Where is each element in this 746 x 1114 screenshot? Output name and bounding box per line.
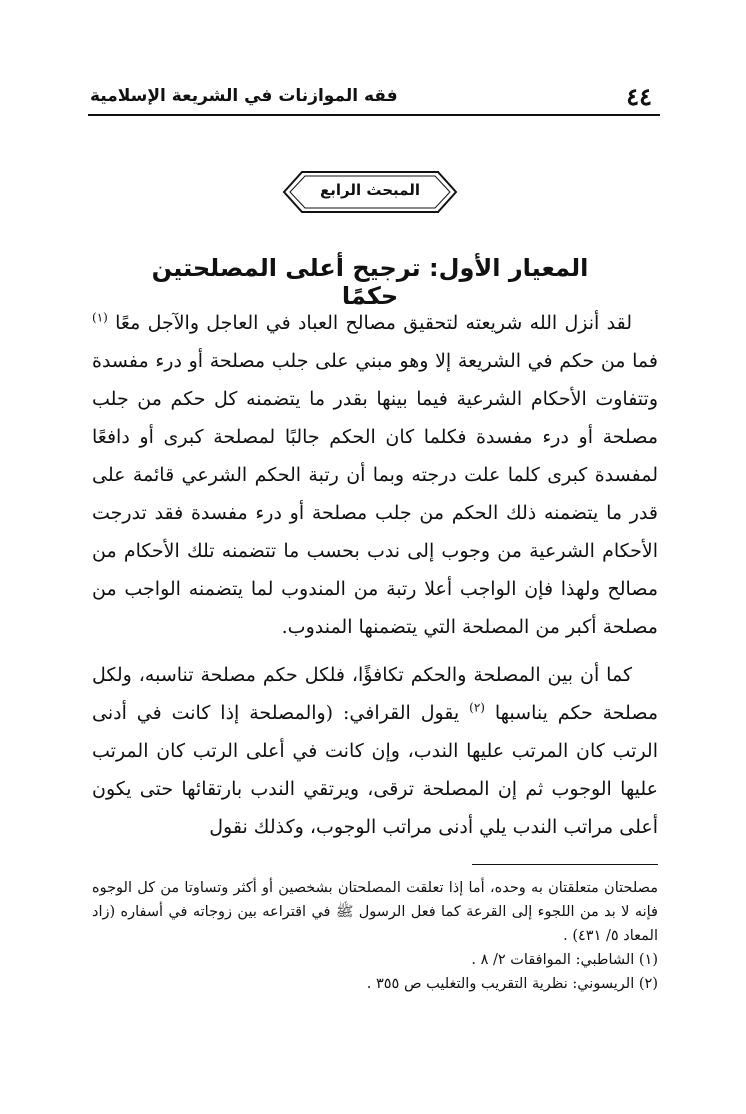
paragraph bbox=[92, 656, 658, 846]
footnote: (١) الشاطبي: الموافقات ٢/ ٨ . bbox=[471, 952, 658, 968]
running-header bbox=[88, 78, 660, 116]
paragraph-text: فما من حكم في الشريعة إلا وهو مبني على جلب مصلحة أو درء مفسدة وتتفاوت الأحكام الشرعية فيما بينها بقدر ما يتضمنه كل حكم من جلب مصلحة أو درء مفسدة فكلما كان الحكم جالبًا لمصلحة كبرى أو دافعًا لمفسدة كبرى كلما علت درجته وبما أن رتبة الحكم الشرعي قائمة على قدر ما يتضمنه ذلك الحكم من جلب مصلحة أو درء مفسدة فقد تدرجت الأحكام الشرعية من وجوب إلى ندب بحسب ما تتضمنه تلك الأحكام من مصالح ولهذا فإن الواجب أعلا رتبة من المندوب لما يتضمنه الواجب من مصلحة أكبر من المصلحة التي يتضمنها المندوب. bbox=[92, 350, 658, 638]
footnote-ref: (٢) bbox=[469, 700, 485, 715]
footnotes bbox=[92, 876, 658, 996]
paragraph bbox=[92, 304, 658, 646]
criterion-heading: المعيار الأول: ترجيح أعلى المصلحتين حكمًا bbox=[151, 254, 589, 310]
section-badge-label: المبحث الرابع bbox=[320, 181, 420, 199]
main-text bbox=[92, 304, 658, 846]
book-title: فقه الموازنات في الشريعة الإسلامية bbox=[90, 86, 398, 106]
footnote-ref: (١) bbox=[92, 310, 108, 325]
footnote-continuation: مصلحتان متعلقتان به وحده، أما إذا تعلقت المصلحتان بشخصين أو أكثر وتساوتا من كل الوجوه فإنه لا بد من اللجوء إلى القرعة كما فعل الرسول ﷺ في اقتراعه بين زوجاته في أسفاره (زاد المعاد ٥/ ٤٣١) . bbox=[92, 880, 658, 944]
paragraph-text: كما أن بين المصلحة والحكم تكافؤًا، فلكل حكم مصلحة تناسبه، ولكل مصلحة حكم يناسبها bbox=[92, 664, 658, 724]
paragraph-text: يقول القرافي: (والمصلحة إذا كانت في أدنى الرتب كان المرتب عليها الندب، وإن كانت في أعلى الرتب كان المرتب عليها الوجوب ثم إن المصلحة ترقى، ويرتقي الندب بارتقائها حتى يكون أعلى مراتب الندب يلي أدنى مراتب الوجوب، وكذلك نقول bbox=[92, 702, 658, 838]
paragraph-text: لقد أنزل الله شريعته لتحقيق مصالح العباد في العاجل والآجل معًا bbox=[115, 312, 632, 334]
footnote: (٢) الريسوني: نظرية التقريب والتغليب ص ٣٥٥ . bbox=[366, 976, 658, 992]
page-number: ٤٤ bbox=[626, 82, 652, 111]
footnote-divider bbox=[472, 864, 658, 865]
section-badge bbox=[270, 168, 470, 216]
